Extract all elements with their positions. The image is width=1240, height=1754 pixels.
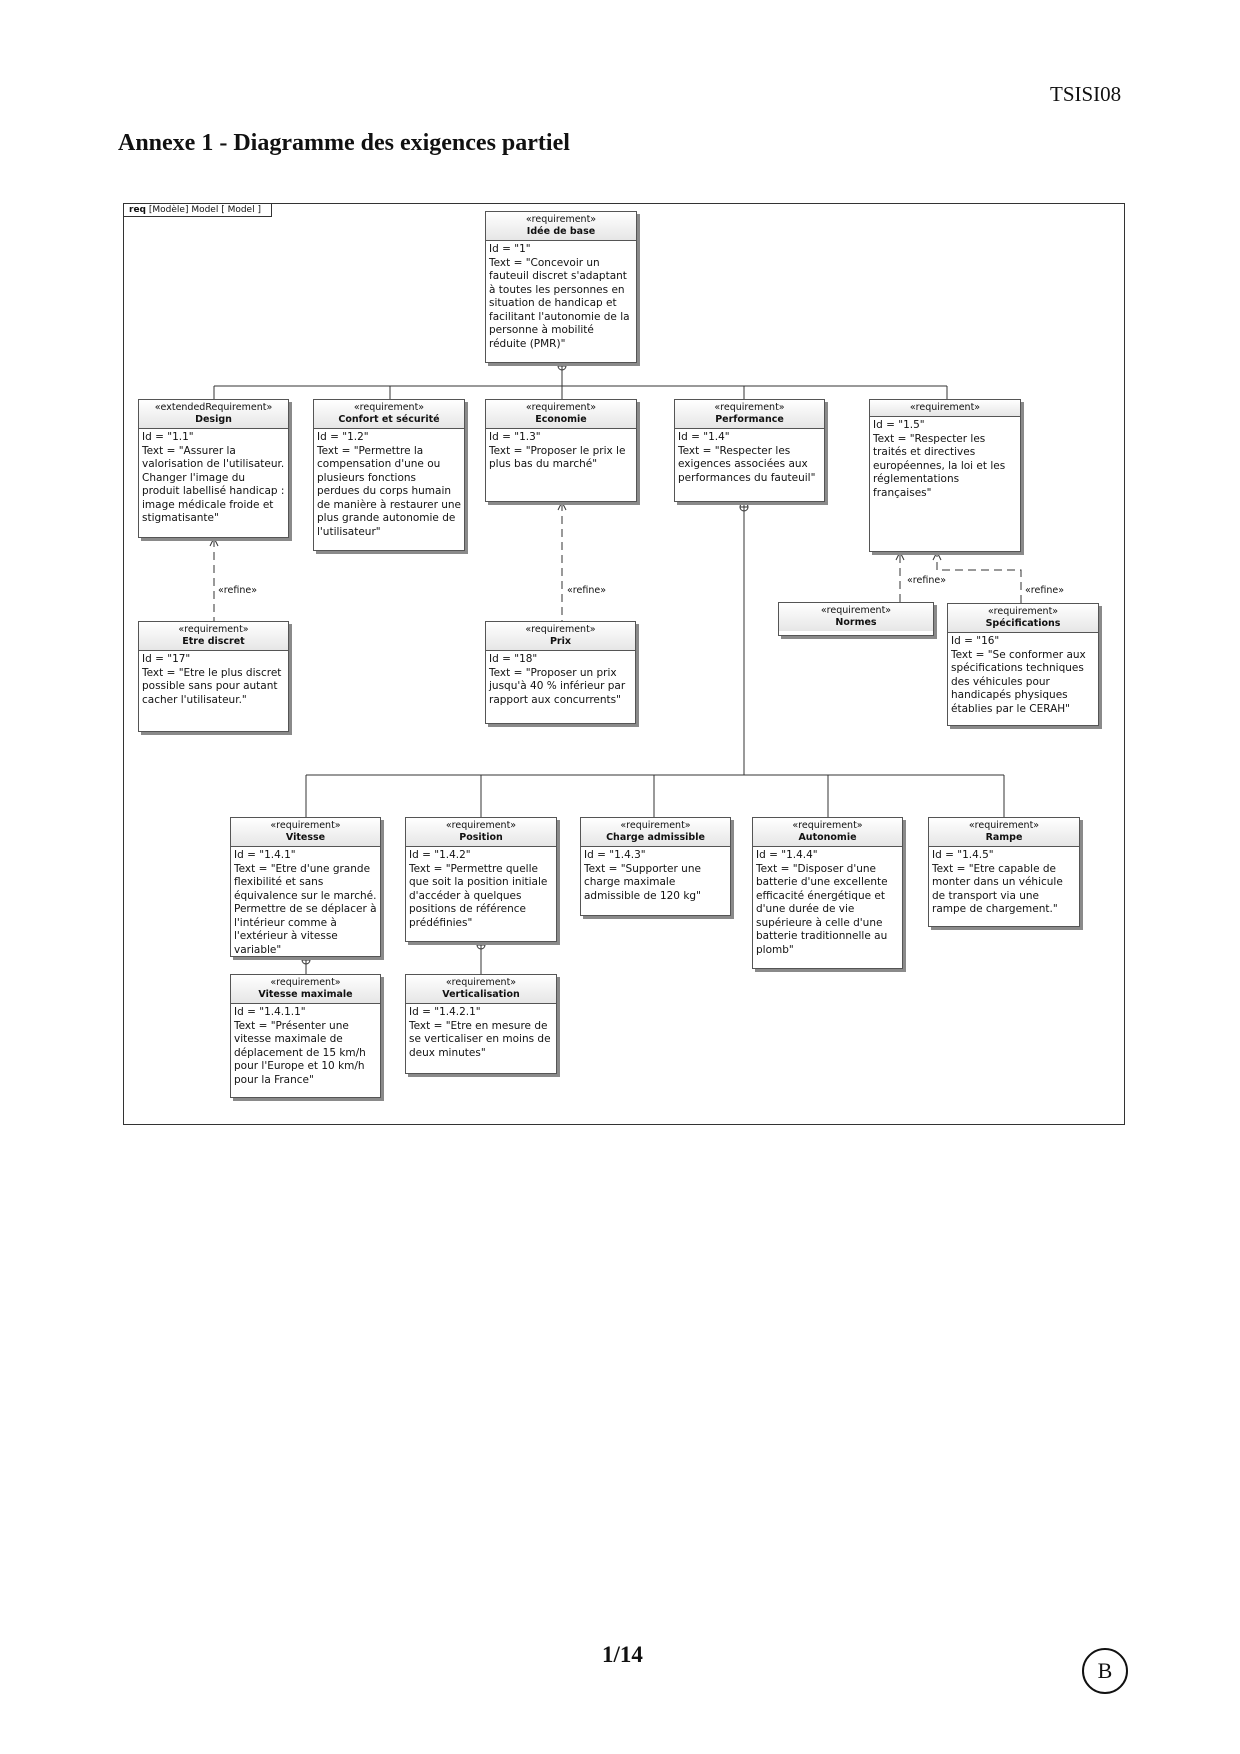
requirement-name: Idée de base	[526, 226, 596, 237]
requirement-name: Verticalisation	[442, 989, 520, 1000]
requirement-id: Id = "1"	[489, 243, 531, 255]
stereotype: «requirement»	[525, 402, 597, 413]
requirement-1-3[interactable]	[485, 399, 637, 502]
requirement-name: Autonomie	[798, 832, 857, 843]
requirement-name: Vitesse	[285, 832, 326, 843]
stereotype: «requirement»	[445, 977, 517, 988]
requirement-1-4-1-1[interactable]	[230, 974, 381, 1098]
requirement-18[interactable]	[485, 621, 636, 724]
requirement-normes[interactable]	[778, 602, 934, 636]
stereotype: «requirement»	[620, 820, 691, 831]
containment-symbol	[740, 503, 748, 511]
requirement-1-4-2-1[interactable]	[405, 974, 557, 1074]
stereotype: «requirement»	[792, 820, 863, 831]
requirement-name: Etre discret	[182, 636, 245, 647]
requirement-text: Text = "Concevoir un fauteuil discret s'adaptant à toutes les personnes en situation de handicap et facilitant l'autonomie de la personne à mobilité réduite (PMR)"	[489, 256, 630, 350]
requirement-1-4-2[interactable]	[405, 817, 557, 942]
requirement-text: Text = "Respecter les exigences associées aux performances du fauteuil"	[678, 444, 816, 484]
requirement-text: Text = "Etre capable de monter dans un véhicule de transport via une rampe de chargement."	[932, 862, 1063, 915]
requirement-text: Text = "Proposer le prix le plus bas du marché"	[489, 444, 626, 470]
requirement-name: Confort et sécurité	[338, 414, 440, 425]
version-badge: B	[1082, 1648, 1128, 1694]
stereotype: «requirement»	[968, 820, 1040, 831]
requirement-1-4-4[interactable]	[752, 817, 903, 969]
refine-label: «refine»	[1025, 585, 1065, 596]
frame-kind: req	[129, 205, 146, 215]
stereotype: «requirement»	[820, 605, 892, 616]
requirement-1-4-5[interactable]	[928, 817, 1080, 927]
requirement-name: Normes	[835, 617, 877, 628]
requirement-1-1[interactable]	[138, 399, 289, 538]
stereotype: «requirement»	[525, 624, 596, 635]
requirement-text: Text = "Assurer la valorisation de l'utilisateur. Changer l'image du produit labellisé handicap : image médicale froide et stigmatisante"	[142, 444, 285, 524]
stereotype: «requirement»	[525, 214, 597, 225]
page-title: Annexe 1 - Diagramme des exigences partiel	[118, 130, 570, 156]
requirement-id: Id = "1.4.1"	[234, 849, 296, 861]
requirement-text: Text = "Etre en mesure de se verticaliser en moins de deux minutes"	[409, 1019, 551, 1059]
requirement-1-4-1[interactable]	[230, 817, 381, 957]
stereotype: «requirement»	[353, 402, 425, 413]
requirement-id: Id = "1.4.5"	[932, 849, 994, 861]
frame-label: [Modèle] Model [ Model ]	[148, 205, 261, 215]
requirement-name: Rampe	[985, 832, 1023, 843]
stereotype: «requirement»	[178, 624, 249, 635]
requirement-text: Text = "Etre d'une grande flexibilité et sans équivalence sur le marché. Permettre de se déplacer à l'intérieur comme à l'extérieur à vitesse variable"	[234, 862, 377, 956]
requirement-id: Id = "1.4.2.1"	[409, 1006, 481, 1018]
refine-label: «refine»	[567, 585, 607, 596]
requirement-text: Text = "Permettre la compensation d'une ou plusieurs fonctions perdues du corps humain de manière à restaurer une plus grande autonomie de l'utilisateur"	[317, 444, 462, 538]
requirement-id: Id = "1.4.1.1"	[234, 1006, 306, 1018]
requirement-16[interactable]	[947, 603, 1099, 726]
requirement-name: Vitesse maximale	[258, 989, 353, 1000]
requirement-1-4[interactable]	[674, 399, 825, 502]
stereotype: «extendedRequirement»	[154, 402, 273, 413]
stereotype: «requirement»	[445, 820, 517, 831]
stereotype: «requirement»	[270, 977, 341, 988]
refine-label: «refine»	[907, 575, 947, 586]
stereotype: «requirement»	[270, 820, 341, 831]
requirement-id: Id = "18"	[489, 653, 538, 665]
requirement-text: Text = "Présenter une vitesse maximale de déplacement de 15 km/h pour l'Europe et 10 km/h pour la France"	[234, 1019, 366, 1086]
containment-symbol	[477, 941, 485, 949]
requirement-name: Charge admissible	[606, 832, 705, 843]
requirement-text: Text = "Supporter une charge maximale admissible de 120 kg"	[584, 862, 701, 902]
requirement-id: Id = "1.5"	[873, 419, 925, 431]
requirement-name: Prix	[549, 636, 572, 647]
requirement-id: Id = "1.4.4"	[756, 849, 818, 861]
stereotype: «requirement»	[987, 606, 1059, 617]
requirement-1-4-3[interactable]	[580, 817, 731, 916]
refine-line	[937, 553, 1021, 603]
requirement-id: Id = "1.4.3"	[584, 849, 646, 861]
requirement-name: Performance	[715, 414, 784, 425]
requirement-id: Id = "1.3"	[489, 431, 541, 443]
requirement-text: Text = "Se conformer aux spécifications techniques des véhicules pour handicapés physiques établies par le CERAH"	[951, 648, 1086, 715]
refine-label: «refine»	[218, 585, 258, 596]
stereotype: «requirement»	[714, 402, 785, 413]
requirement-17[interactable]	[138, 621, 289, 732]
requirement-id: Id = "1.4"	[678, 431, 730, 443]
requirement-text: Text = "Etre le plus discret possible sans pour autant cacher l'utilisateur."	[142, 666, 282, 706]
requirement-text: Text = "Respecter les traités et directives européennes, la loi et les réglementations françaises"	[873, 432, 1006, 499]
stereotype: «requirement»	[909, 402, 981, 413]
requirement-id: Id = "17"	[142, 653, 191, 665]
requirement-text: Text = "Permettre quelle que soit la position initiale d'accéder à quelques positions de référence prédéfinies"	[409, 862, 548, 929]
requirement-1[interactable]	[485, 211, 637, 363]
requirement-id: Id = "1.2"	[317, 431, 369, 443]
requirement-id: Id = "1.1"	[142, 431, 194, 443]
document-code: TSISI08	[1050, 82, 1122, 106]
requirement-1-5[interactable]	[869, 399, 1021, 552]
containment-symbol	[558, 362, 566, 370]
requirement-text: Text = "Proposer un prix jusqu'à 40 % inférieur par rapport aux concurrents"	[489, 666, 626, 706]
requirement-name: Design	[195, 414, 232, 425]
requirement-text: Text = "Disposer d'une batterie d'une excellente efficacité énergétique et d'une durée de vie supérieure à celle d'une batterie traditionnelle au plomb"	[756, 862, 888, 956]
requirement-id: Id = "16"	[951, 635, 1000, 647]
requirement-id: Id = "1.4.2"	[409, 849, 471, 861]
page-number: 1/14	[602, 1642, 643, 1667]
requirement-1-2[interactable]	[313, 399, 465, 551]
requirement-name: Position	[459, 832, 503, 843]
requirement-name: Spécifications	[985, 618, 1061, 629]
requirement-name: Economie	[535, 414, 587, 425]
